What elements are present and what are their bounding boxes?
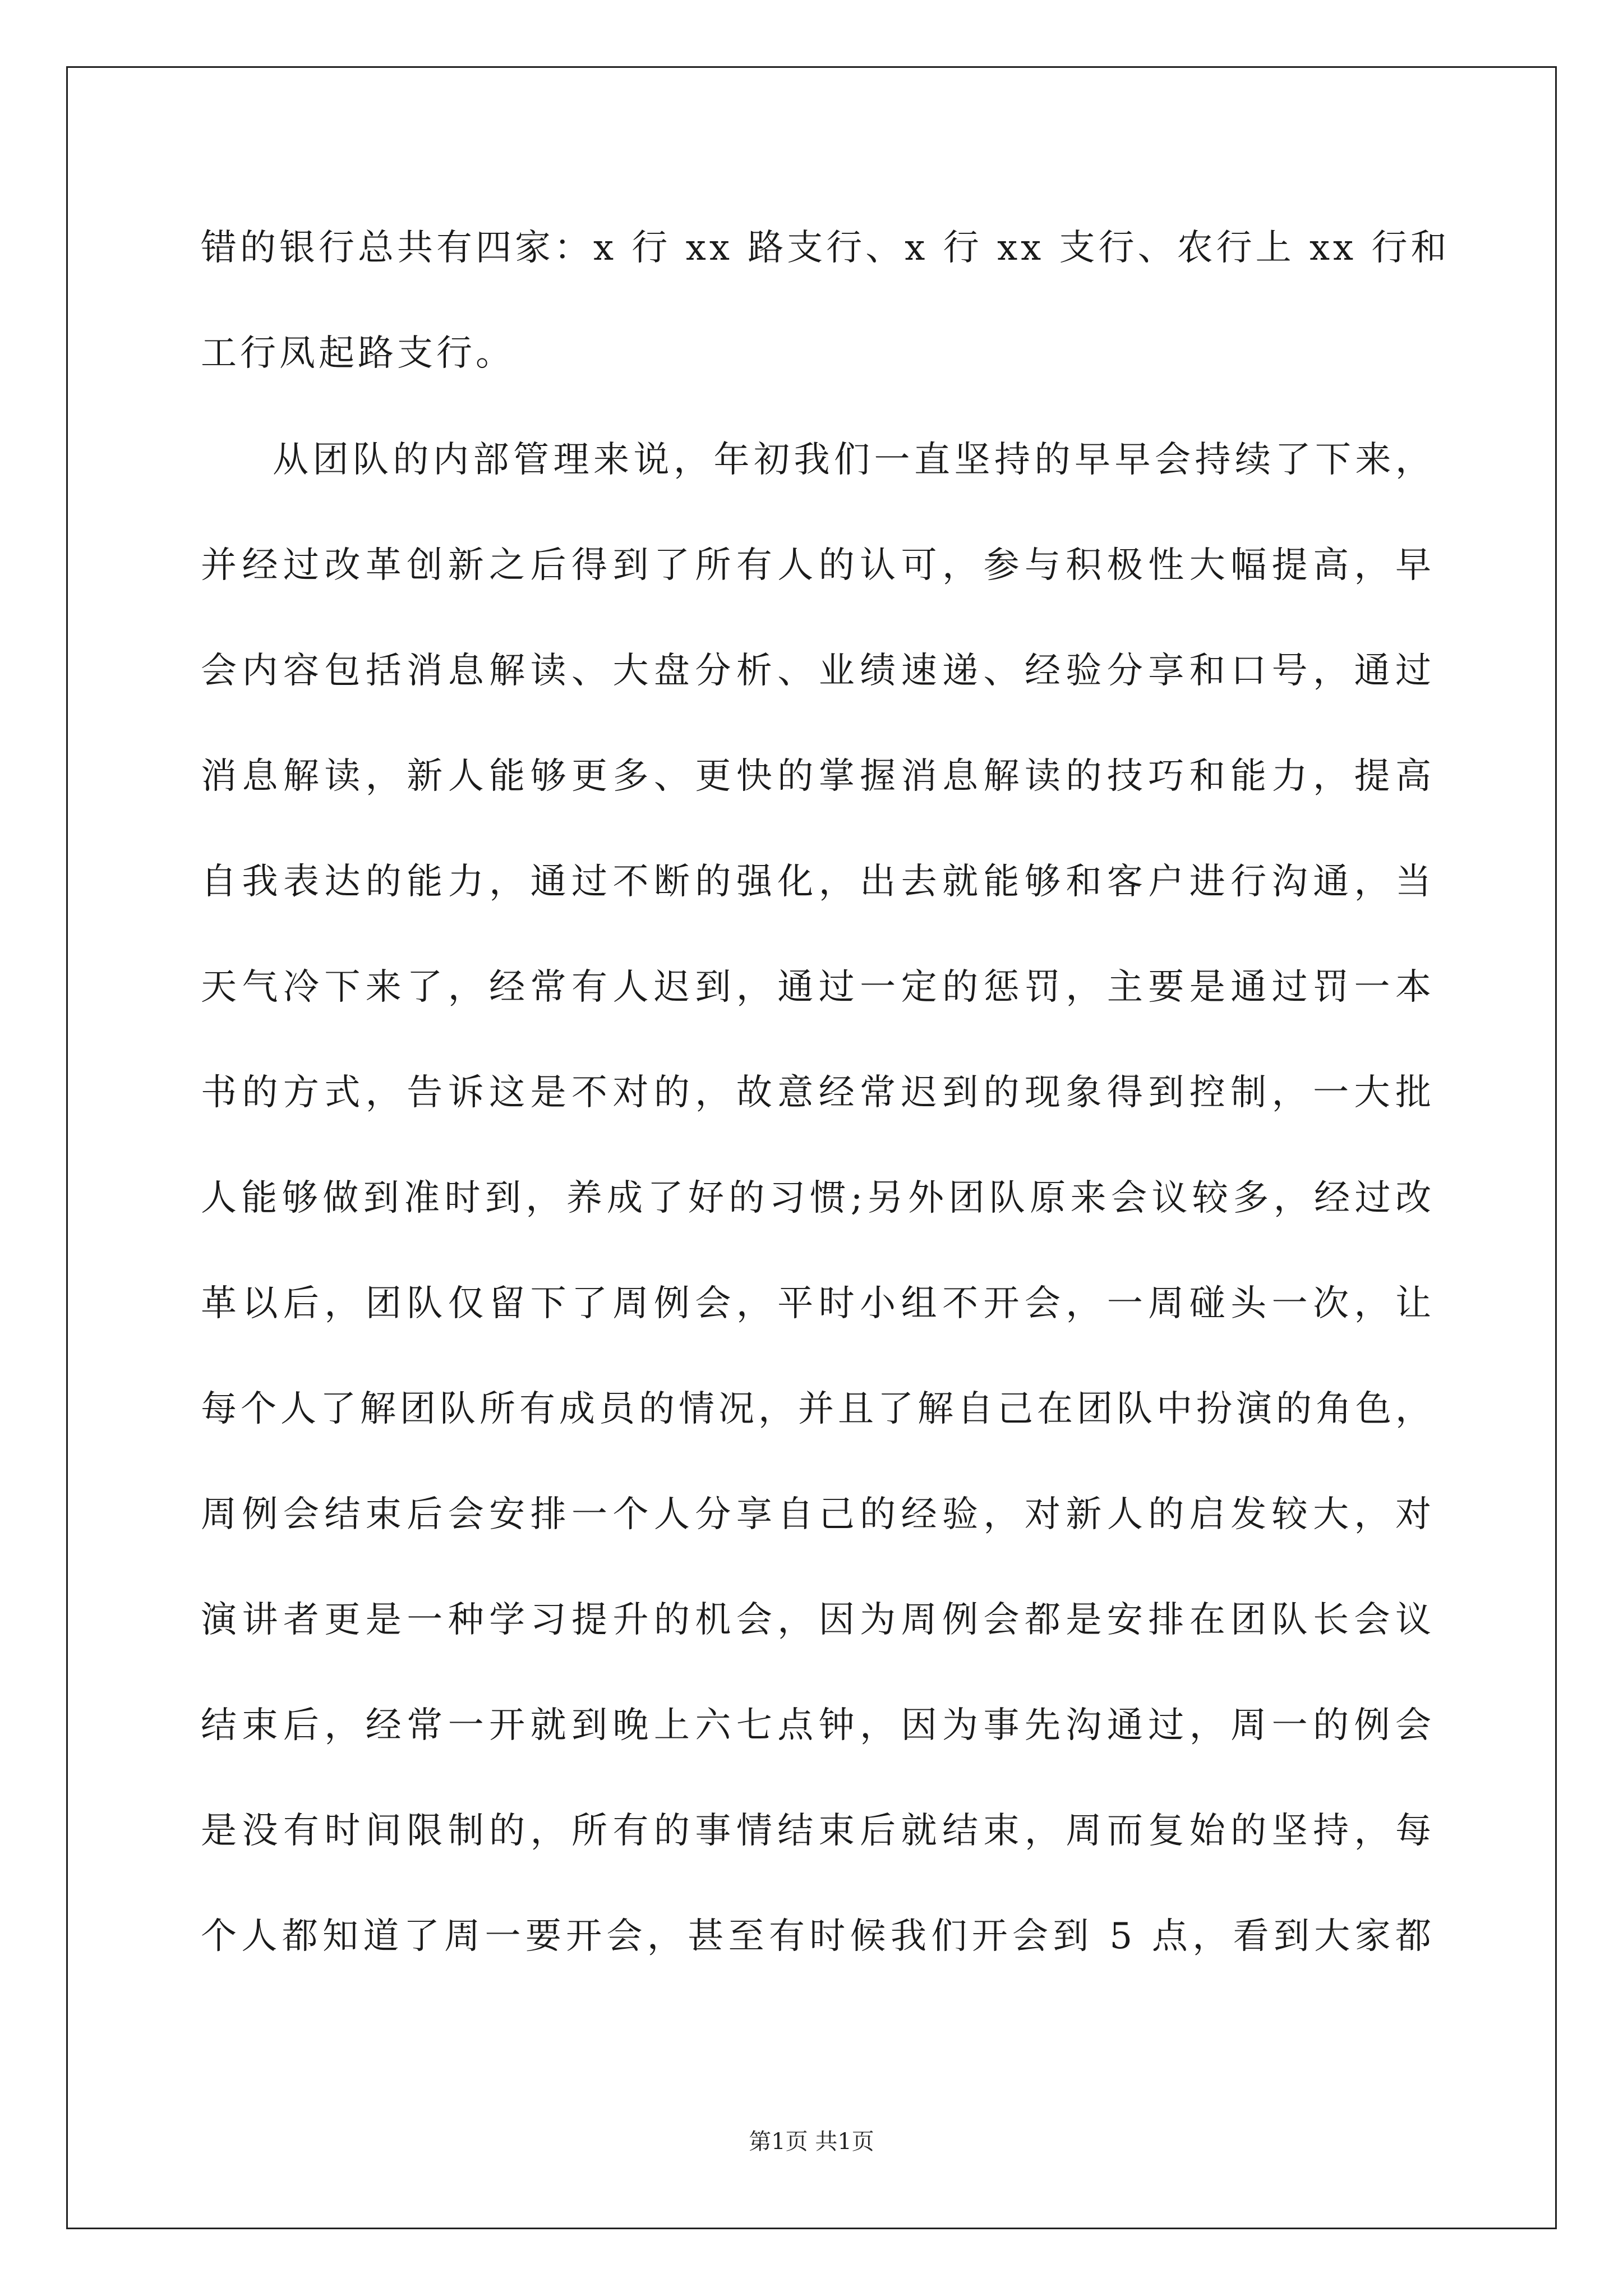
paragraph-first-line: 从团队的内部管理来说，年初我们一直坚持的早早会持续了下来，: [273, 439, 1435, 481]
text-line: 错的银行总共有四家：x 行 xx 路支行、x 行 xx 支行、农行上 xx 行和: [201, 227, 1450, 269]
text-line: 结束后，经常一开就到晚上六七点钟，因为事先沟通过，周一的例会: [201, 1705, 1435, 1746]
text-line: 消息解读，新人能够更多、更快的掌握消息解读的技巧和能力，提高: [201, 756, 1435, 797]
text-line: 周例会结束后会安排一个人分享自己的经验，对新人的启发较大，对: [201, 1494, 1435, 1535]
text-line: 每个人了解团队所有成员的情况，并且了解自己在团队中扮演的角色，: [201, 1388, 1435, 1430]
text-line: 演讲者更是一种学习提升的机会，因为周例会都是安排在团队长会议: [201, 1599, 1435, 1641]
text-line: 革以后，团队仅留下了周例会，平时小组不开会，一周碰头一次，让: [201, 1283, 1435, 1324]
page-footer: 第1页 共1页: [749, 2129, 874, 2155]
text-line: 会内容包括消息解读、大盘分析、业绩速递、经验分享和口号，通过: [201, 650, 1435, 692]
text-line: 是没有时间限制的，所有的事情结束后就结束，周而复始的坚持，每: [201, 1810, 1435, 1852]
text-line: 人能够做到准时到，养成了好的习惯;另外团队原来会议较多，经过改: [201, 1177, 1435, 1219]
text-line: 并经过改革创新之后得到了所有人的认可，参与积极性大幅提高，早: [201, 545, 1435, 586]
text-line: 个人都知道了周一要开会，甚至有时候我们开会到 5 点，看到大家都: [201, 1916, 1435, 1957]
page-border: [66, 66, 1557, 2229]
text-line: 工行凤起路支行。: [201, 333, 515, 374]
text-line: 天气冷下来了，经常有人迟到，通过一定的惩罚，主要是通过罚一本: [201, 967, 1435, 1008]
text-line: 自我表达的能力，通过不断的强化，出去就能够和客户进行沟通，当: [201, 861, 1435, 903]
text-line: 书的方式，告诉这是不对的，故意经常迟到的现象得到控制，一大批: [201, 1072, 1435, 1114]
